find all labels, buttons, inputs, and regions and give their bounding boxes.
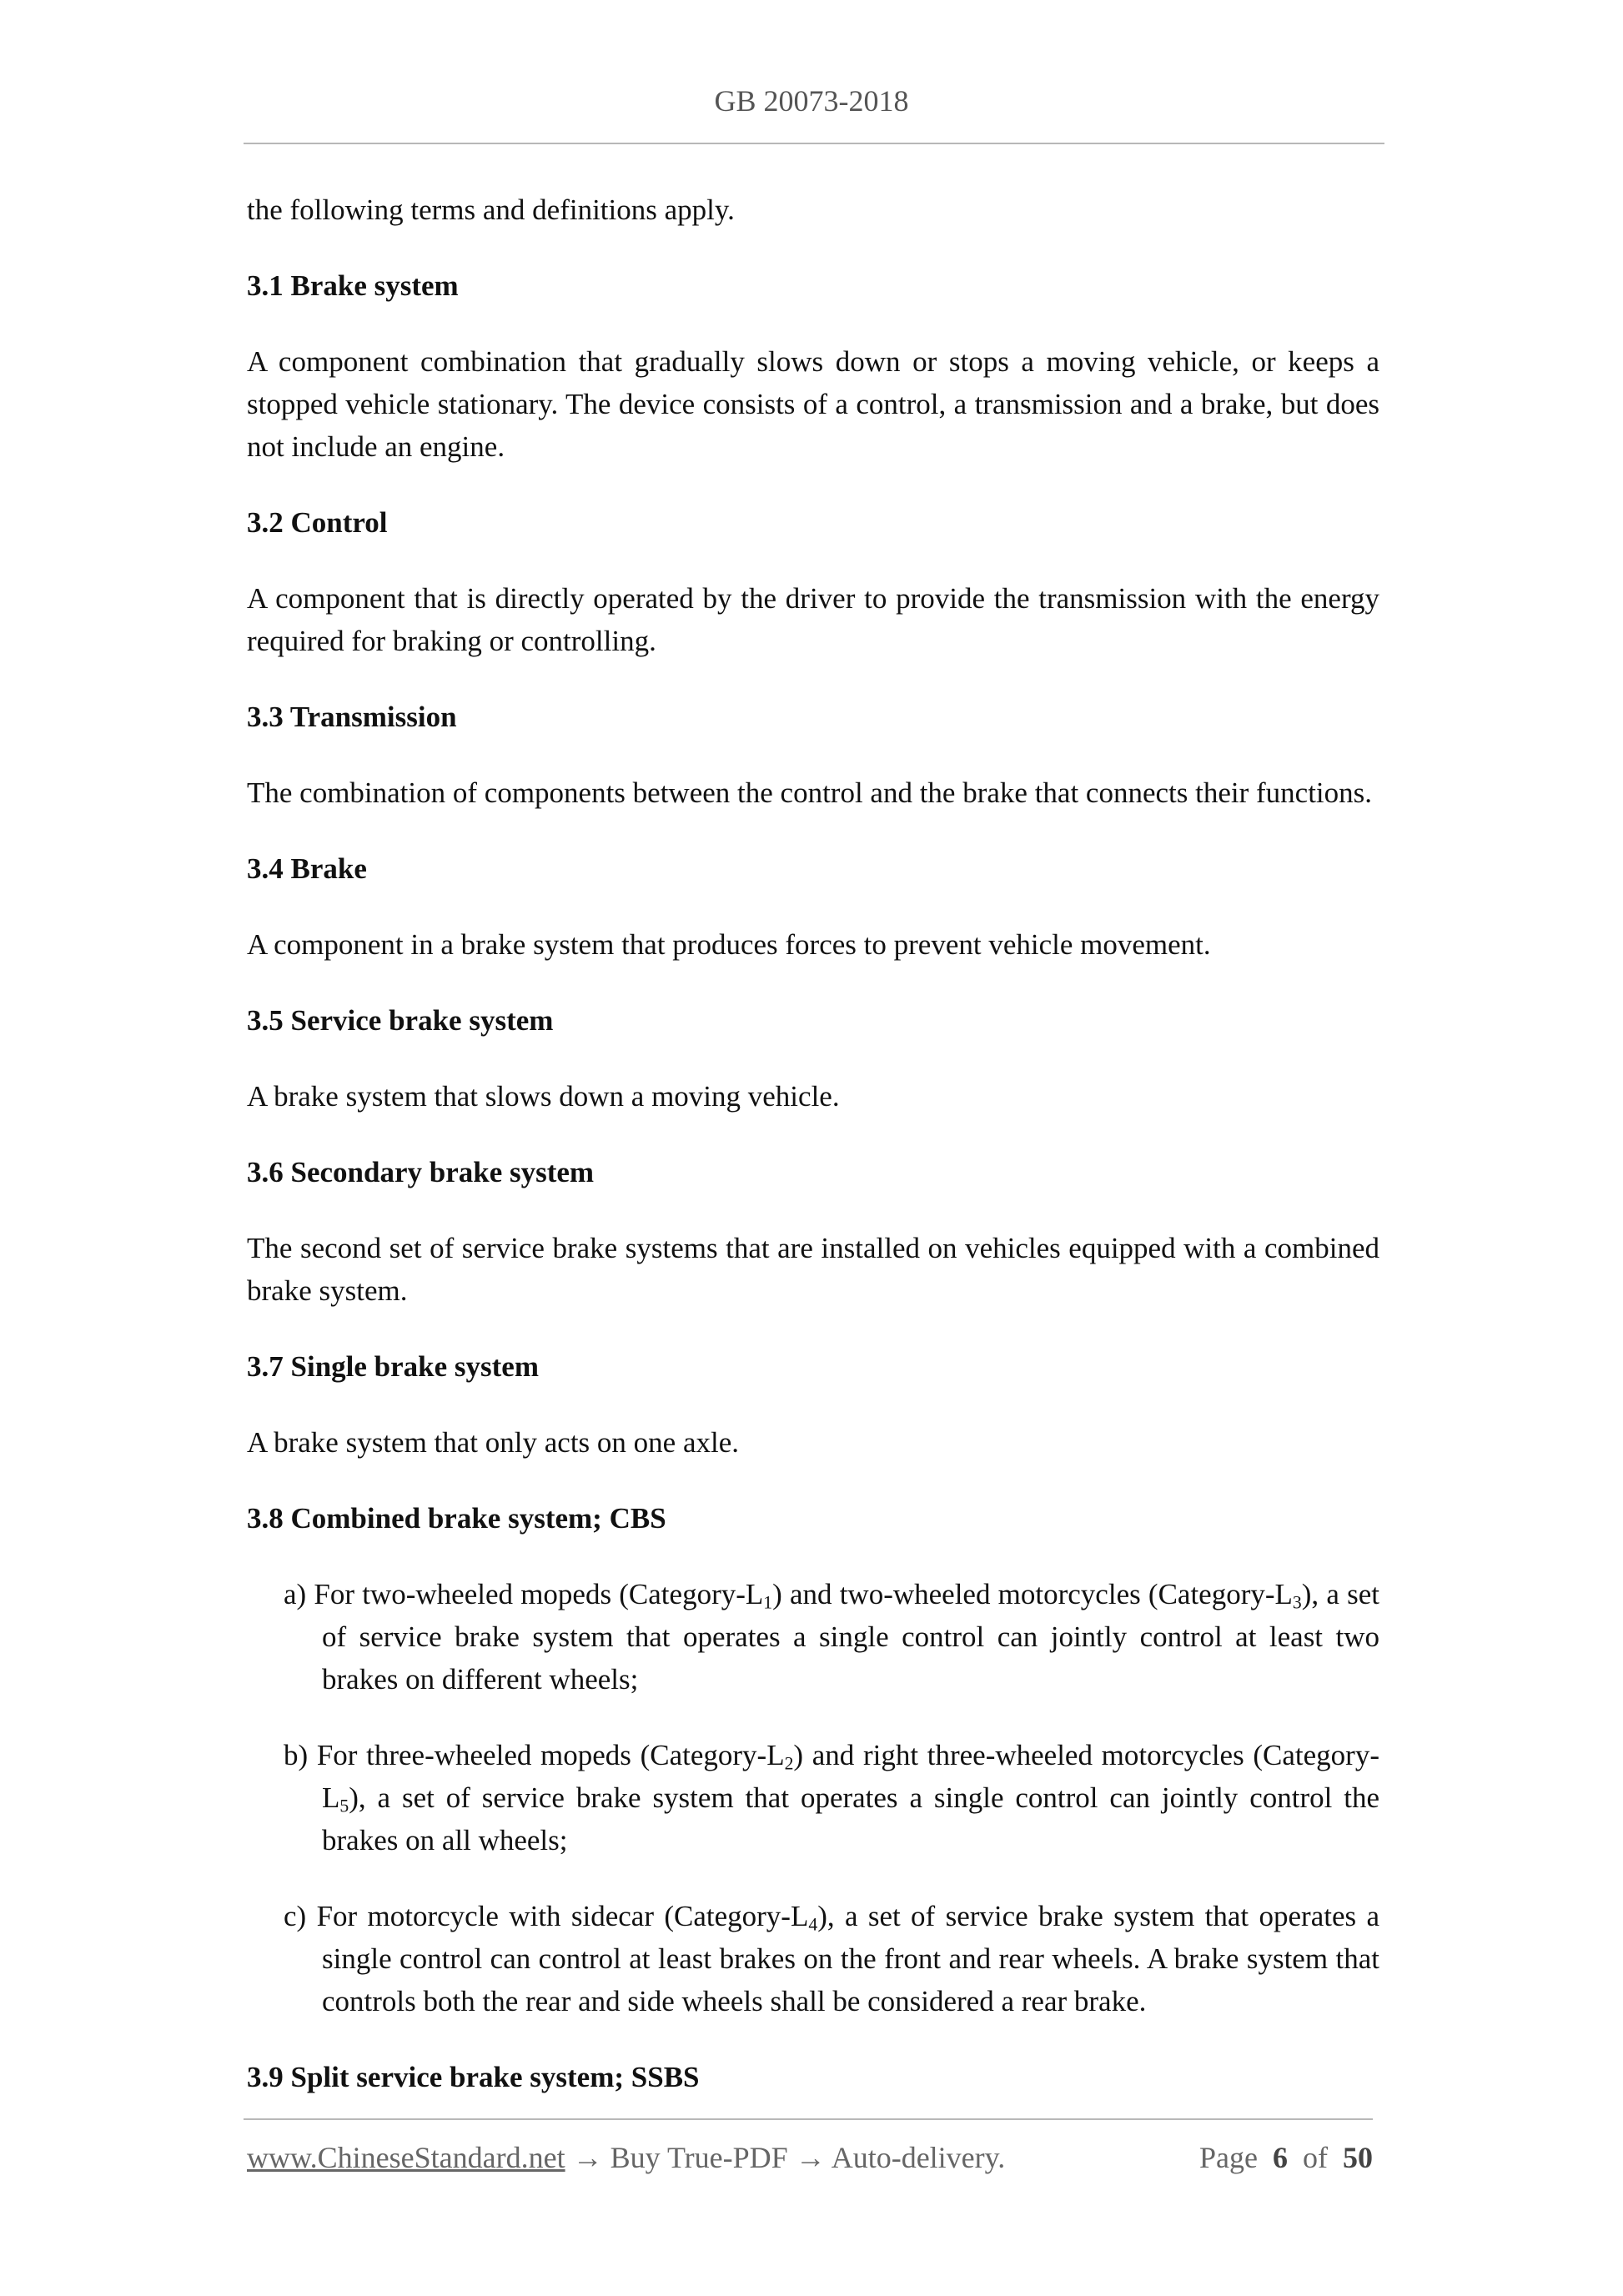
page-label: Page <box>1199 2141 1258 2174</box>
list-item-c-text-2: ), a set of service brake system that operates a single control can control at least brakes on the front and rear wheels. A brake system that controls both the rear and side wheels shall be considered a rear brake. <box>322 1900 1380 2017</box>
list-item-c <box>284 1895 1379 2022</box>
section-heading-3-3: 3.3 Transmission <box>247 701 457 733</box>
section-body-3-6: The second set of service brake systems that are installed on vehicles equipped with a combined brake system. <box>247 1232 1379 1307</box>
list-item-a-text-2: ) and two-wheeled motorcycles (Category-L <box>772 1578 1293 1610</box>
section-body-3-2: A component that is directly operated by the driver to provide the transmission with the energy required for braking or controlling. <box>247 582 1379 657</box>
section-heading-3-5: 3.5 Service brake system <box>247 1004 554 1037</box>
section-body-3-7: A brake system that only acts on one axle. <box>247 1426 739 1459</box>
category-subscript: 2 <box>784 1753 794 1774</box>
category-subscript: 5 <box>339 1796 349 1816</box>
arrow-icon: → <box>572 2141 603 2174</box>
section-heading-3-1: 3.1 Brake system <box>247 269 459 302</box>
list-marker-a: a) <box>284 1578 307 1610</box>
list-item-b <box>284 1734 1379 1861</box>
page-indicator <box>1199 2140 1373 2175</box>
section-heading-3-4: 3.4 Brake <box>247 852 367 885</box>
buy-pdf-text: Buy True-PDF <box>610 2141 788 2174</box>
section-heading-3-6: 3.6 Secondary brake system <box>247 1156 595 1188</box>
list-marker-b: b) <box>284 1739 309 1771</box>
list-item-b-text-1: For three-wheeled mopeds (Category-L <box>316 1739 785 1771</box>
section-heading-3-9: 3.9 Split service brake system; SSBS <box>247 2061 700 2093</box>
header-divider <box>244 143 1384 144</box>
footer-divider <box>244 2118 1373 2120</box>
list-marker-c: c) <box>284 1900 307 1932</box>
section-heading-3-2: 3.2 Control <box>247 506 388 539</box>
list-item-b-text-3: ), a set of service brake system that operates a single control can jointly control the brakes on all wheels; <box>322 1781 1379 1856</box>
section-heading-3-7: 3.7 Single brake system <box>247 1350 539 1383</box>
arrow-icon: → <box>795 2141 826 2174</box>
of-label: of <box>1303 2141 1328 2174</box>
auto-delivery-text: Auto-delivery. <box>831 2141 1006 2174</box>
intro-text: the following terms and definitions apply. <box>247 193 735 226</box>
total-pages-number: 50 <box>1343 2141 1373 2174</box>
footer-promo <box>247 2140 1005 2175</box>
section-body-3-5: A brake system that slows down a moving vehicle. <box>247 1080 840 1113</box>
category-subscript: 3 <box>1292 1592 1302 1613</box>
category-subscript: 4 <box>808 1914 818 1935</box>
section-body-3-4: A component in a brake system that produces forces to prevent vehicle movement. <box>247 928 1211 961</box>
section-body-3-1: A component combination that gradually slows down or stops a moving vehicle, or keeps a stopped vehicle stationary. The device consists of a control, a transmission and a brake, but does not include an engine. <box>247 345 1379 463</box>
list-item-a-text-3: ), a set of service brake system that operates a single control can jointly control at least two brakes on different wheels; <box>322 1578 1379 1696</box>
list-item-b-text-2: ) and right three-wheeled motorcycles (Category-L <box>322 1739 1379 1814</box>
section-heading-3-8: 3.8 Combined brake system; CBS <box>247 1502 666 1535</box>
list-item-c-text-1: For motorcycle with sidecar (Category-L <box>316 1900 809 1932</box>
document-body <box>247 188 1379 2132</box>
page-header-title: GB 20073-2018 <box>714 84 909 118</box>
list-item-a <box>284 1573 1379 1701</box>
section-body-3-3: The combination of components between the control and the brake that connects their functions. <box>247 776 1373 809</box>
list-item-a-text-1: For two-wheeled mopeds (Category-L <box>314 1578 764 1610</box>
current-page-number: 6 <box>1273 2141 1288 2174</box>
category-subscript: 1 <box>763 1592 773 1613</box>
website-link[interactable]: www.ChineseStandard.net <box>247 2141 565 2174</box>
